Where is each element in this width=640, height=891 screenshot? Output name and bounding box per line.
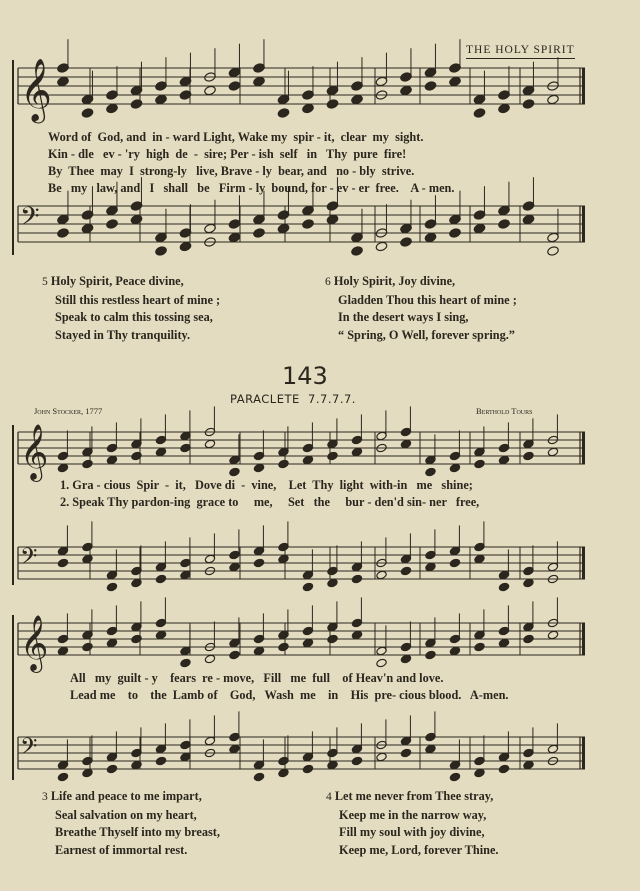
running-head: THE HOLY SPIRIT (466, 44, 575, 59)
lyric-line: Lead me to the Lamb of God, Wash me in His pre- cious blood. A-men. (70, 688, 509, 702)
note-head (498, 764, 509, 774)
verse-line: Holy Spirit, Joy divine, (333, 274, 456, 288)
note-head (57, 772, 68, 782)
tune-name: PARACLETE 7.7.7.7. (230, 392, 356, 406)
lyric-line: By Thee may I strong-ly live, Brave - ly bear, and no - bly strive. (48, 164, 415, 178)
note-head (474, 768, 485, 778)
lyric-line: Be my law, and I shall be Firm - ly bound, for - ev - er free. A - men. (48, 181, 455, 195)
note-head (229, 744, 240, 754)
note-head (449, 772, 460, 782)
verse-line: “ Spring, O Well, forever spring.” (338, 327, 515, 342)
note-head (106, 764, 117, 774)
lyric-line: 1. Gra - cious Spir - it, Dove di - vine, Let Thy light with-in me shine; (60, 478, 473, 492)
verse-line: Let me never from Thee stray, (334, 789, 494, 803)
note-head (253, 772, 264, 782)
note-head (327, 760, 338, 770)
note-head (523, 760, 534, 770)
verse-number: 4 (326, 791, 332, 803)
treble-clef-icon: 𝄞 (20, 58, 52, 121)
verse-line: Life and peace to me impart, (50, 789, 202, 803)
lyrics-hymn143-b (70, 670, 509, 704)
note-head (82, 768, 93, 778)
treble-clef-icon: 𝄞 (20, 424, 49, 480)
verse-line: Breathe Thyself into my breast, (55, 825, 220, 839)
bass-clef-icon: 𝄢 (20, 543, 38, 575)
lyric-line: Kin - dle ev - 'ry high de - sire; Per - ish self in Thy pure fire! (48, 147, 407, 161)
verse-number: 6 (325, 276, 331, 288)
verse-3 (42, 788, 220, 859)
lyric-line: 2. Speak Thy pardon-ing grace to me, Set the bur - den'd sin- ner free, (60, 495, 480, 509)
verse-line: Holy Spirit, Peace divine, (50, 274, 184, 288)
note-head (155, 756, 166, 766)
note-head (376, 752, 387, 762)
verse-number: 3 (42, 791, 48, 803)
hymn-number: 143 (282, 362, 328, 390)
final-barline (582, 737, 585, 769)
verse-line: Earnest of immortal rest. (55, 842, 188, 857)
author-credit: John Stocker, 1777 (34, 406, 103, 416)
note-head (180, 752, 191, 762)
composer-credit: Berthold Tours (476, 406, 533, 416)
verse-line: Stayed in Thy tranquility. (55, 327, 191, 342)
verse-line: Keep me, Lord, forever Thine. (339, 842, 499, 857)
verse-line: Gladden Thou this heart of mine ; (338, 292, 517, 307)
verse-line: Speak to calm this tossing sea, (55, 310, 213, 324)
verse-4 (326, 788, 499, 859)
verse-line: Seal salvation on my heart, (55, 807, 197, 822)
note-head (400, 748, 411, 758)
bass-clef-icon: 𝄢 (20, 202, 40, 238)
verse-line: Fill my soul with joy divine, (339, 825, 485, 839)
note-head (425, 744, 436, 754)
verse-line: Still this restless heart of mine ; (55, 292, 221, 307)
lyric-line: All my guilt - y fears re - move, Fill me full of Heav'n and love. (70, 671, 444, 685)
treble-clef-icon: 𝄞 (20, 615, 49, 671)
note-head (278, 768, 289, 778)
verse-number: 5 (42, 276, 48, 288)
note-head (302, 764, 313, 774)
note-head (351, 756, 362, 766)
verse-line: Keep me in the narrow way, (339, 807, 487, 822)
bass-clef-icon: 𝄢 (20, 733, 38, 765)
verse-line: In the desert ways I sing, (338, 310, 469, 324)
lyric-line: Word of God, and in - ward Light, Wake my spir - it, clear my sight. (48, 130, 424, 144)
